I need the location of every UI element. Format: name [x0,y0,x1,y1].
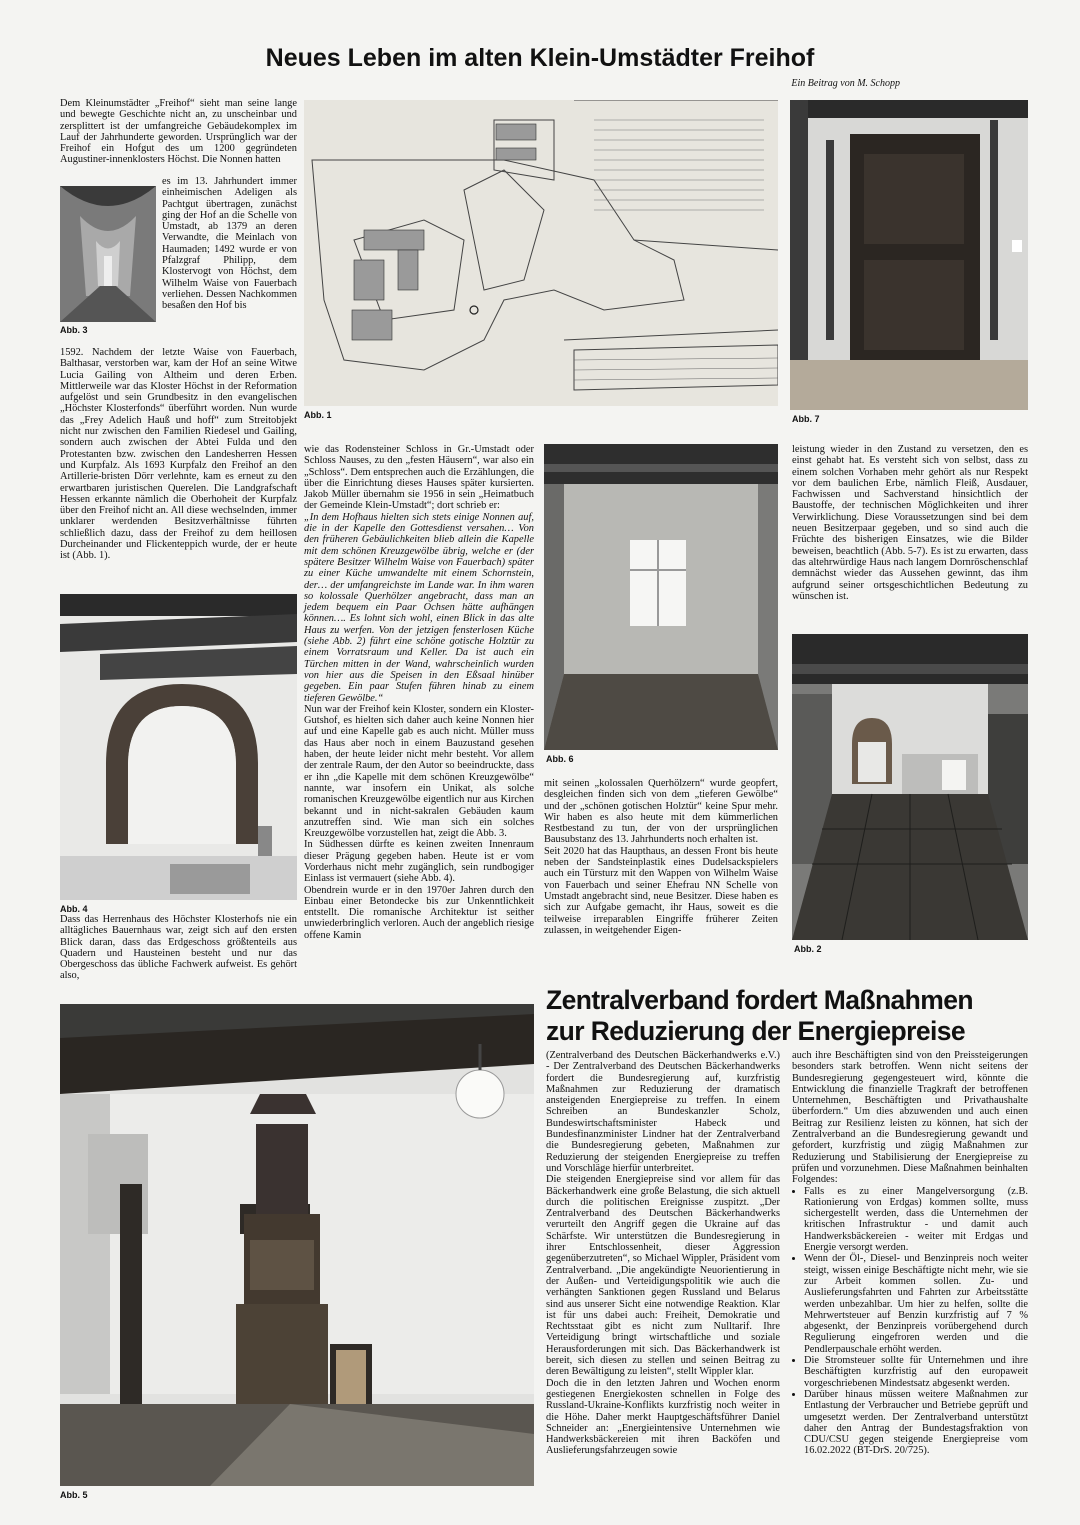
col1-bottom [60,914,297,982]
col2-quote: „In dem Hofhaus hielten sich stets einige Nonnen auf, die in der Kapelle den Gottesdienst versahen… Von den früheren Gebäulichkeiten blieb allein die Kapelle mit dem schönen Kreuzgewölbe übrig, welche er (der spätere Besitzer Wilhelm Waise von Fauerbach) später zu einer Küche umwandelte mit einem Schornstein, der… der umfangreichste im Lande war. In ihm waren so kolossale Querhölzer angebracht, dass man an jedem bequem ein Paar Ochsen hätte aufhängen können…. Es lohnt sich wohl, einen Blick in das alte Haus zu werfen. Von der jetzigen fensterlosen Küche (siehe Abb. 2) führt eine schöne gotische Holztür zu einem Vorratsraum und Keller. Da ist auch ein Türchen mitten in der Wand, wahrscheinlich wurden von hier aus die Speisen in den Eßsaal hinüber gegeben. Ein paar Stufen führen hinab zu einem tieferen Gewölbe.“ [304,511,534,704]
measure-item: • Falls es zu einer Mangelversorgung (z.B. Rationierung von Erdgas) kommen sollte, muss sichergestellt werden, dass die Unternehmen der kritischen Infrastruktur - und damit auch Handwerksbäckereien - weiter mit Erdgas und Energie versorgt werden. [804,1186,1028,1254]
caption-abb5: Abb. 5 [60,1490,88,1500]
caption-abb3: Abb. 3 [60,325,88,335]
article2-right-col [792,1050,1028,1457]
col2-para-c: In Südhessen dürfte es keinen zweiten Innenraum dieser Prägung gegeben haben. Heute ist er vom Vorderhaus nicht mehr zugänglich, sein rundbogiger Einlass ist vermauert (siehe Abb. 4). [304,839,534,885]
col1-continue [60,347,297,562]
col1-para-b: es im 13. Jahrhundert immer einheimischen Adeligen als Pachtgut übertragen, zunächst ging der Hof an die Schelle von Umstadt, ab 1379 an deren Verwandte, die Meinlach von Haumaden; 1492 wurde er von Pfalzgraf Philipp, dem Klostervogt von Höchst, dem Wilhelm Waise von Fauerbach verliehen. Dessen Nachkommen besaßen den Hof bis [162,176,297,312]
col2-para-a: wie das Rodensteiner Schloss in Gr.-Umstadt oder Schloss Nauses, zu den „festen Häusern“, war also ein „Schloss“. Dem entsprechen auch die Erzählungen, die über die Einrichtung dieses Hauses später kursierten. Jakob Müller übernahm sie 1956 in sein „Heimatbuch der Gemeinde Klein-Umstadt“; dort schrieb er: [304,444,534,512]
article2-title-line2: zur Reduzierung der Energiepreise [546,1016,966,1046]
caption-abb7: Abb. 7 [792,414,820,424]
article2-left-col [546,1050,780,1457]
col1-para-a: Dem Kleinumstädter „Freihof“ sieht man seine lange und bewegte Geschichte nicht an, zu unscheinbar und zersplittert ist der umfangreiche Gebäudekomplex im Lauf der Jahrhunderte geworden. Ursprünglich war der Freihof ein Hofgut des um 1200 gegründeten Augustiner-innenklosters Höchst. Die Nonnen hatten [60,98,297,166]
measures-list [792,1186,1028,1457]
article2-right-para-a: auch ihre Beschäftigten sind von den Preissteigerungen besonders stark betroffen. Wenn nicht seitens der Bundesregierung gegengesteuert wird, könnte die Entwicklung die finanzielle Tragkraft der betroffenen Unternehmen, Beschäftigten und Privathaushalte überfordern.“ Um dies abzuwenden und auch einen Beitrag zur Resilienz leisten zu können, hat sich der Zentralverband an die Bundesregierung gewandt und gefordert, kurzfristig und zügig Maßnahmen zur Reduzierung und Stabilisierung der Energiepreise zu prüfen und vorzunehmen. Diese Maßnahmen beinhalten Folgendes: [792,1050,1028,1186]
col2-para-b: Nun war der Freihof kein Kloster, sondern ein Kloster-Gutshof, es hielten sich daher auch keine Nonnen hier auf und eine Kapelle gab es auch nicht. Müller muss das Haus aber noch in einem Bauzustand gesehen haben, der heute leider nicht mehr besteht. Vor allem der zentrale Raum, der den Autor so beeindruckte, dass er ihn „die Kapelle mit dem schönen Kreuzgewölbe“ nannte, war insofern ein Unikat, als solche romanischen Kreuzgewölbe eigentlich nur aus Kirchen bekannt und in nicht-sakralen Gebäuden kaum anzutreffen sind. Wie man sich ein solches Kreuzgewölbe vorzustellen hat, zeigt die Abb. 3. [304,703,534,840]
caption-abb4: Abb. 4 [60,904,88,914]
col1-intro [60,98,297,166]
col3-para-b: Seit 2020 hat das Haupthaus, an dessen Front bis heute neben der Sandsteinplastik eines Dudelsackspielers auch ein Türsturz mit den Wappen von Wilhelm Waise von Fauerbach und seiner Ehefrau NN Schelle von Umstadt angebracht sind, neue Besitzer. Diese haben es sich zur Aufgabe gemacht, ihr Haus, soweit es die teilweise irreparablen Eingriffe früherer Zeiten zulassen, in weitgehender Eigen- [544,845,778,936]
col4-para-a: leistung wieder in den Zustand zu versetzen, den es einst gehabt hat. Es versteht sich von selbst, dass zu einem solchen Vorhaben mehr gehört als nur Respekt vor dem baulichen Erbe, nämlich Fleiß, Ausdauer, Fachwissen und Sachverstand hinsichtlich der Baustoffe, der technischen Möglichkeiten und ihrer Verwirklichung. Diese Voraussetzungen sind bei dem neuen Besitzerpaar gegeben, und so sind auch die Früchte des bisherigen Einsatzes, wie die Bilder beweisen, beachtlich (Abb. 5-7). Es ist zu erwarten, dass das altehrwürdige Haus nach langem Dornröschenschlaf demnächst wieder das Aussehen gewinnt, das ihm aufgrund seiner ortsgeschichtlichen Bedeutung zu wünschen ist. [792,444,1028,602]
article2-left-para-c: Doch die in den letzten Jahren und Wochen enorm gestiegenen Energiekosten schnellen in Folge des Russland-Ukraine-Konflikts kurzfristig noch weiter in die Höhe. Daher merkt Hauptgeschäftsführer Daniel Schneider an: „Energieintensive Unternehmen wie Handwerksbäckereien mit ihren Backöfen und Auslieferungsfahrzeugen sowie [546,1377,780,1457]
photo-abb7-door [790,100,1028,410]
photo-abb5-stove [60,1004,534,1486]
caption-abb6: Abb. 6 [546,754,574,764]
col2-text [304,444,534,941]
col4-text [792,444,1028,602]
article2-title [546,985,1036,1047]
measure-item: • Darüber hinaus müssen weitere Maßnahmen zur Entlastung der Verbraucher und Betriebe geprüft und umgesetzt werden. Der Zentralverband unterstützt daher den Antrag der Bundestagsfraktion von CDU/CSU gegen steigende Energiepreise vom 16.02.2022 (BT-DrS. 20/725). [804,1389,1028,1457]
article-byline: Ein Beitrag von M. Schopp [791,78,900,89]
col3-para-a: mit seinen „kolossalen Querhölzern“ wurde geopfert, desgleichen finden sich von dem „tieferen Gewölbe“ und der „schönen gotischen Holztür“ keine Spur mehr. Wir haben es also heute mit dem kümmerlichen Restbestand zu tun, der von der ursprünglichen Bausubstanz des 13. Jahrhunderts noch erhalten ist. [544,778,778,846]
photo-abb6-room [544,444,778,750]
col1-para-c: 1592. Nachdem der letzte Waise von Fauerbach, Balthasar, verstorben war, kam der Hof an seine Witwe Lucia Gailing von Altheim und deren Erben. Mittlerweile war das Kloster Höchst in der Reformation aufgelöst und sein Grundbesitz in den evangelischen „Höchster Klosterfonds“ überführt worden. Nun wurde das „Frey Adelich Hauß und hoff“ zum Streitobjekt nicht nur zwischen den Familien Riedesel und Gailing, sondern auch zwischen der Abtei Fulda und den Protestanten bzw. zwischen den Landesherren Hessen und Kurpfalz. Als 1693 Kurpfalz den Freihof an den Artillerie-bristen Dörr verlehnte, kam es erneut zu den erwartbaren juristischen Querelen. Die Landgrafschaft Hessen erkannte nämlich die Oberhoheit der Kurpfalz über den Freihof nicht an. All diese wechselnden, immer unklarer werdenden Besitzverhältnisse führten schließlich dazu, dass der Freihof zu dem heillosen Durcheinander und Flickenteppich wurde, der er heute ist (Abb. 1). [60,347,297,562]
article2-left-para-a: (Zentralverband des Deutschen Bäckerhandwerks e.V.) - Der Zentralverband des Deutschen Bäckerhandwerks fordert die Bundesregierung auf, kurzfristig Maßnahmen zur Reduzierung der dramatisch ansteigenden Energiepreise zu treffen. In einem Schreiben an Bundeskanzler Scholz, Bundeswirtschaftsminister Habeck und Bundesfinanzminister Lindner hat der Zentralverband die Bundesregierung gebeten, Maßnahmen zur Reduzierung der steigenden Energiepreise zu treffen und Vorschläge hierfür unterbreitet. [546,1050,780,1174]
photo-abb2-kitchen [792,634,1028,940]
col3-text [544,778,778,936]
article-title: Neues Leben im alten Klein-Umstädter Freihof [265,44,815,72]
article2-title-line1: Zentralverband fordert Maßnahmen [546,985,973,1015]
photo-abb1-map [304,100,778,406]
photo-abb4-arch [60,594,297,900]
col1-wrap [162,176,297,312]
photo-abb3-vault [60,186,156,322]
caption-abb2: Abb. 2 [794,944,822,954]
measure-item: • Wenn der Öl-, Diesel- und Benzinpreis noch weiter steigt, wissen einige Beschäftigte nicht mehr, wie sie zur Arbeit kommen sollen. Zu- und Auslieferungsfahrten und Fahrten zur Arbeitsstätte werden unbezahlbar. Um hier zu helfen, sollte die Mehrwertsteuer auf Benzin kurzfristig auf 7 % abgesenkt, der Benzinpreis vorübergehend durch Regulierung eingefroren werden und die Pendlerpauschale erhöht werden. [804,1253,1028,1355]
col2-para-d: Obendrein wurde er in den 1970er Jahren durch den Einbau einer Betondecke bis zur Unkenntlichkeit entstellt. Die romanische Architektur ist seither unwiederbringlich verloren. Auch der angeblich riesige offene Kamin [304,884,534,941]
article2-left-para-b: Die steigenden Energiepreise sind vor allem für das Bäckerhandwerk eine große Belastung, die sich aktuell durch die politischen Ereignisse zuspitzt. „Der Zentralverband des Deutschen Bäckerhandwerks verurteilt den Angriff gegen die Ukraine auf das Schärfste. Wir unterstützen die Bundesregierung in ihrer Entschlossenheit, dieser Aggression gegenüberzutreten“, so Michael Wippler, Präsident vom Zentralverband. „Die angekündigte Neuorientierung in der Außen- und Verteidigungspolitik wie auch die verhängten Sanktionen gegen Russland und Belarus sind aus unserer Sicht eine notwendige Reaktion. Klar ist für uns dabei auch: Freiheit, Demokratie und Rechtsstaat gibt es nicht zum Nulltarif. Ihre Verteidigung bringt wirtschaftliche und soziale Herausforderungen mit sich. Das Bäckerhandwerk ist bereit, sich diesen zu stellen und seinen Beitrag zu deren Bewältigung zu leisten“, stellt Wippler klar. [546,1174,780,1378]
col1-para-d: Dass das Herrenhaus des Höchster Klosterhofs nie ein alltägliches Bauernhaus war, zeigt sich auf den ersten Blick daran, dass das Erdgeschoss größtenteils aus Quadern und Hausteinen besteht und nur das Obergeschoss das übliche Fachwerk aufweist. Es gehört also, [60,914,297,982]
caption-abb1: Abb. 1 [304,410,332,420]
measure-item: • Die Stromsteuer sollte für Unternehmen und ihre Beschäftigten kurzfristig auf den europaweit vorgeschriebenen Mindestsatz abgesenkt werden. [804,1355,1028,1389]
